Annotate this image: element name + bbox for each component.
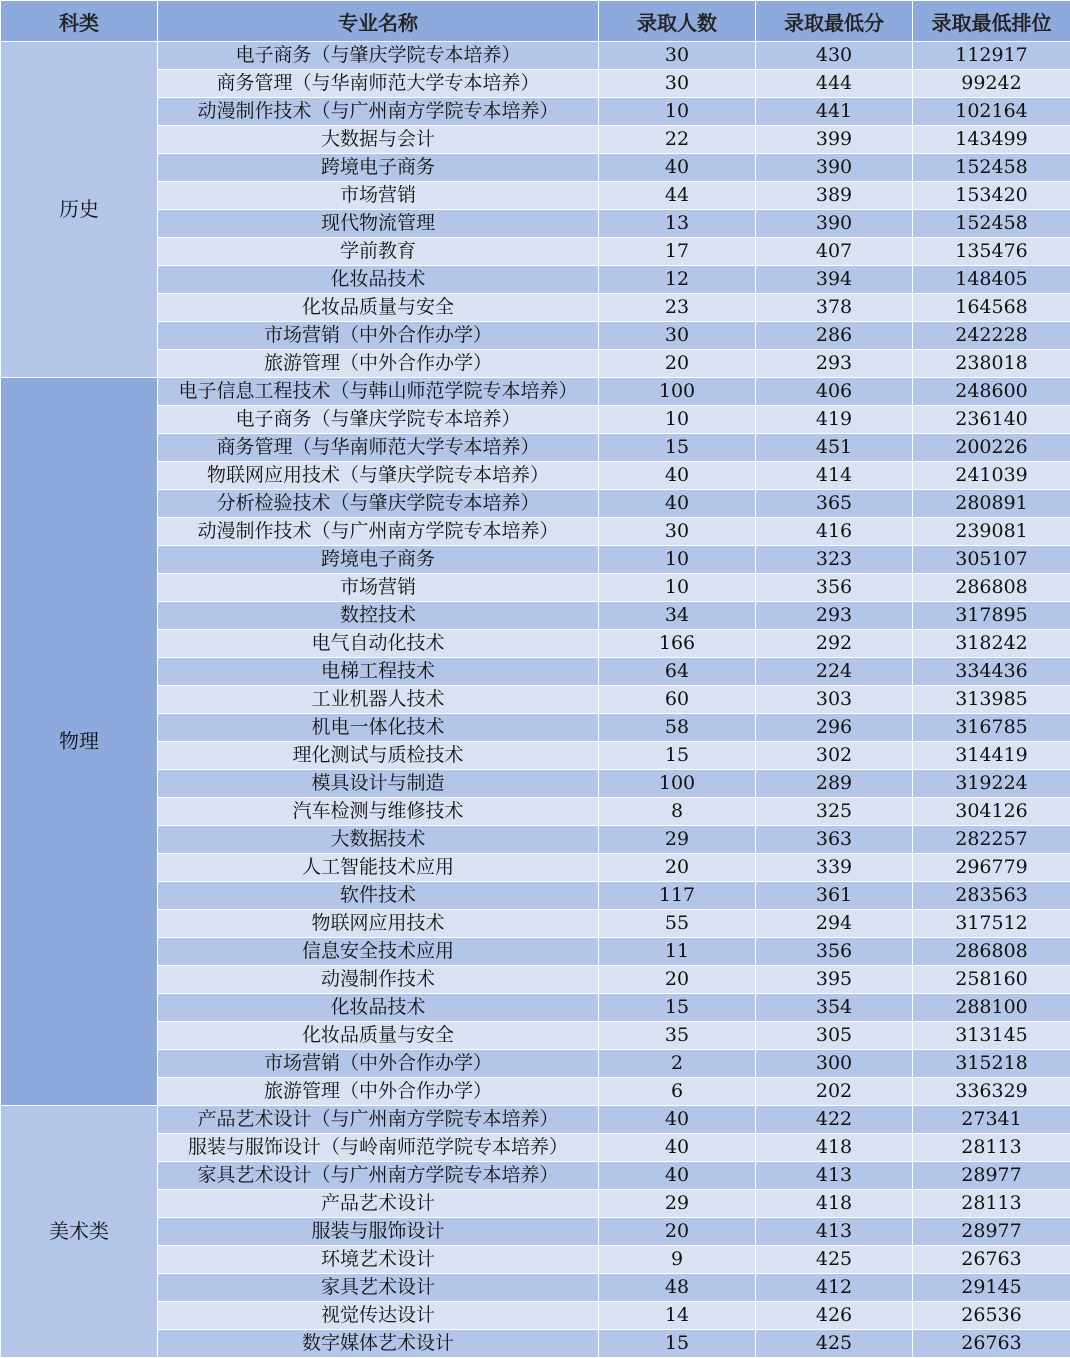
header-major: 专业名称 <box>158 1 599 42</box>
table-row <box>1 182 1070 210</box>
major-name-cell: 旅游管理（中外合作办学） <box>158 1078 599 1106</box>
min-score-cell: 356 <box>756 938 913 966</box>
min-score-cell: 378 <box>756 294 913 322</box>
table-row <box>1 1330 1070 1358</box>
min-score-cell: 419 <box>756 406 913 434</box>
min-score-cell: 361 <box>756 882 913 910</box>
min-score-cell: 430 <box>756 42 913 70</box>
major-name-cell: 化妆品技术 <box>158 994 599 1022</box>
category-cell: 美术类 <box>1 1106 158 1358</box>
min-score-cell: 289 <box>756 770 913 798</box>
min-score-cell: 406 <box>756 378 913 406</box>
admitted-count-cell: 30 <box>599 518 756 546</box>
major-name-cell: 服装与服饰设计（与岭南师范学院专本培养） <box>158 1134 599 1162</box>
table-row <box>1 1106 1070 1134</box>
min-score-cell: 441 <box>756 98 913 126</box>
min-rank-cell: 135476 <box>913 238 1070 266</box>
major-name-cell: 机电一体化技术 <box>158 714 599 742</box>
min-rank-cell: 200226 <box>913 434 1070 462</box>
min-score-cell: 303 <box>756 686 913 714</box>
table-row <box>1 434 1070 462</box>
major-name-cell: 大数据技术 <box>158 826 599 854</box>
min-rank-cell: 28977 <box>913 1218 1070 1246</box>
admitted-count-cell: 6 <box>599 1078 756 1106</box>
min-rank-cell: 315218 <box>913 1050 1070 1078</box>
major-name-cell: 模具设计与制造 <box>158 770 599 798</box>
min-rank-cell: 283563 <box>913 882 1070 910</box>
min-score-cell: 302 <box>756 742 913 770</box>
admitted-count-cell: 55 <box>599 910 756 938</box>
header-category: 科类 <box>1 1 158 42</box>
min-score-cell: 293 <box>756 602 913 630</box>
min-score-cell: 414 <box>756 462 913 490</box>
table-row <box>1 238 1070 266</box>
admitted-count-cell: 8 <box>599 798 756 826</box>
admitted-count-cell: 117 <box>599 882 756 910</box>
table-row <box>1 1218 1070 1246</box>
major-name-cell: 视觉传达设计 <box>158 1302 599 1330</box>
table-row <box>1 938 1070 966</box>
major-name-cell: 汽车检测与维修技术 <box>158 798 599 826</box>
major-name-cell: 现代物流管理 <box>158 210 599 238</box>
min-rank-cell: 239081 <box>913 518 1070 546</box>
admitted-count-cell: 2 <box>599 1050 756 1078</box>
table-row <box>1 126 1070 154</box>
admitted-count-cell: 48 <box>599 1274 756 1302</box>
table-row <box>1 882 1070 910</box>
admitted-count-cell: 10 <box>599 98 756 126</box>
major-name-cell: 动漫制作技术 <box>158 966 599 994</box>
admitted-count-cell: 166 <box>599 630 756 658</box>
min-score-cell: 323 <box>756 546 913 574</box>
admitted-count-cell: 23 <box>599 294 756 322</box>
admitted-count-cell: 40 <box>599 1134 756 1162</box>
min-rank-cell: 143499 <box>913 126 1070 154</box>
admitted-count-cell: 29 <box>599 1190 756 1218</box>
min-rank-cell: 153420 <box>913 182 1070 210</box>
major-name-cell: 商务管理（与华南师范大学专本培养） <box>158 70 599 98</box>
min-score-cell: 390 <box>756 210 913 238</box>
table-row <box>1 994 1070 1022</box>
min-score-cell: 416 <box>756 518 913 546</box>
min-rank-cell: 99242 <box>913 70 1070 98</box>
major-name-cell: 电梯工程技术 <box>158 658 599 686</box>
major-name-cell: 产品艺术设计 <box>158 1190 599 1218</box>
admitted-count-cell: 20 <box>599 350 756 378</box>
major-name-cell: 学前教育 <box>158 238 599 266</box>
major-name-cell: 旅游管理（中外合作办学） <box>158 350 599 378</box>
admitted-count-cell: 15 <box>599 434 756 462</box>
table-row <box>1 910 1070 938</box>
major-name-cell: 电子信息工程技术（与韩山师范学院专本培养） <box>158 378 599 406</box>
header-min-rank: 录取最低排位 <box>913 1 1070 42</box>
min-score-cell: 365 <box>756 490 913 518</box>
major-name-cell: 信息安全技术应用 <box>158 938 599 966</box>
major-name-cell: 数控技术 <box>158 602 599 630</box>
major-name-cell: 市场营销（中外合作办学） <box>158 1050 599 1078</box>
major-name-cell: 化妆品质量与安全 <box>158 294 599 322</box>
table-row <box>1 1190 1070 1218</box>
min-rank-cell: 314419 <box>913 742 1070 770</box>
min-score-cell: 422 <box>756 1106 913 1134</box>
min-score-cell: 292 <box>756 630 913 658</box>
min-rank-cell: 288100 <box>913 994 1070 1022</box>
min-score-cell: 339 <box>756 854 913 882</box>
table-row <box>1 602 1070 630</box>
min-score-cell: 202 <box>756 1078 913 1106</box>
min-score-cell: 305 <box>756 1022 913 1050</box>
table-row <box>1 770 1070 798</box>
table-row <box>1 1022 1070 1050</box>
major-name-cell: 化妆品质量与安全 <box>158 1022 599 1050</box>
min-score-cell: 293 <box>756 350 913 378</box>
major-name-cell: 市场营销 <box>158 182 599 210</box>
major-name-cell: 服装与服饰设计 <box>158 1218 599 1246</box>
admitted-count-cell: 22 <box>599 126 756 154</box>
table-row <box>1 210 1070 238</box>
table-row <box>1 630 1070 658</box>
min-score-cell: 300 <box>756 1050 913 1078</box>
min-rank-cell: 29145 <box>913 1274 1070 1302</box>
table-row <box>1 490 1070 518</box>
table-row <box>1 98 1070 126</box>
min-score-cell: 451 <box>756 434 913 462</box>
min-rank-cell: 316785 <box>913 714 1070 742</box>
min-score-cell: 444 <box>756 70 913 98</box>
min-rank-cell: 296779 <box>913 854 1070 882</box>
table-row <box>1 742 1070 770</box>
min-rank-cell: 286808 <box>913 938 1070 966</box>
admitted-count-cell: 40 <box>599 1106 756 1134</box>
min-score-cell: 356 <box>756 574 913 602</box>
min-rank-cell: 28113 <box>913 1190 1070 1218</box>
min-rank-cell: 164568 <box>913 294 1070 322</box>
min-rank-cell: 152458 <box>913 154 1070 182</box>
major-name-cell: 理化测试与质检技术 <box>158 742 599 770</box>
min-rank-cell: 248600 <box>913 378 1070 406</box>
admitted-count-cell: 14 <box>599 1302 756 1330</box>
min-rank-cell: 334436 <box>913 658 1070 686</box>
table-row <box>1 1050 1070 1078</box>
min-score-cell: 426 <box>756 1302 913 1330</box>
table-row <box>1 1134 1070 1162</box>
admitted-count-cell: 40 <box>599 490 756 518</box>
admitted-count-cell: 11 <box>599 938 756 966</box>
min-rank-cell: 313145 <box>913 1022 1070 1050</box>
admitted-count-cell: 10 <box>599 546 756 574</box>
table-row <box>1 798 1070 826</box>
table-row <box>1 1162 1070 1190</box>
min-rank-cell: 236140 <box>913 406 1070 434</box>
category-cell: 物理 <box>1 378 158 1106</box>
min-score-cell: 325 <box>756 798 913 826</box>
min-score-cell: 224 <box>756 658 913 686</box>
min-rank-cell: 26536 <box>913 1302 1070 1330</box>
min-rank-cell: 319224 <box>913 770 1070 798</box>
min-rank-cell: 242228 <box>913 322 1070 350</box>
min-rank-cell: 258160 <box>913 966 1070 994</box>
table-row <box>1 1302 1070 1330</box>
major-name-cell: 家具艺术设计（与广州南方学院专本培养） <box>158 1162 599 1190</box>
min-rank-cell: 26763 <box>913 1330 1070 1358</box>
table-row <box>1 546 1070 574</box>
table-row <box>1 266 1070 294</box>
admitted-count-cell: 30 <box>599 70 756 98</box>
table-body <box>1 42 1070 1358</box>
admitted-count-cell: 15 <box>599 742 756 770</box>
table-row <box>1 350 1070 378</box>
major-name-cell: 市场营销（中外合作办学） <box>158 322 599 350</box>
admitted-count-cell: 10 <box>599 406 756 434</box>
table-row <box>1 1274 1070 1302</box>
major-name-cell: 商务管理（与华南师范大学专本培养） <box>158 434 599 462</box>
min-rank-cell: 282257 <box>913 826 1070 854</box>
major-name-cell: 化妆品技术 <box>158 266 599 294</box>
major-name-cell: 工业机器人技术 <box>158 686 599 714</box>
admitted-count-cell: 64 <box>599 658 756 686</box>
major-name-cell: 环境艺术设计 <box>158 1246 599 1274</box>
min-rank-cell: 317512 <box>913 910 1070 938</box>
table-row <box>1 378 1070 406</box>
min-rank-cell: 317895 <box>913 602 1070 630</box>
min-rank-cell: 112917 <box>913 42 1070 70</box>
min-rank-cell: 336329 <box>913 1078 1070 1106</box>
major-name-cell: 分析检验技术（与肇庆学院专本培养） <box>158 490 599 518</box>
table-row <box>1 42 1070 70</box>
major-name-cell: 电子商务（与肇庆学院专本培养） <box>158 42 599 70</box>
admitted-count-cell: 20 <box>599 854 756 882</box>
min-score-cell: 413 <box>756 1162 913 1190</box>
admitted-count-cell: 15 <box>599 1330 756 1358</box>
min-score-cell: 425 <box>756 1246 913 1274</box>
min-score-cell: 418 <box>756 1134 913 1162</box>
min-score-cell: 395 <box>756 966 913 994</box>
major-name-cell: 跨境电子商务 <box>158 154 599 182</box>
table-row <box>1 854 1070 882</box>
major-name-cell: 动漫制作技术（与广州南方学院专本培养） <box>158 518 599 546</box>
table-row <box>1 322 1070 350</box>
table-row <box>1 406 1070 434</box>
major-name-cell: 电气自动化技术 <box>158 630 599 658</box>
major-name-cell: 动漫制作技术（与广州南方学院专本培养） <box>158 98 599 126</box>
min-rank-cell: 28113 <box>913 1134 1070 1162</box>
admitted-count-cell: 10 <box>599 574 756 602</box>
min-score-cell: 418 <box>756 1190 913 1218</box>
header-admitted-count: 录取人数 <box>599 1 756 42</box>
admitted-count-cell: 15 <box>599 994 756 1022</box>
min-score-cell: 394 <box>756 266 913 294</box>
admitted-count-cell: 100 <box>599 378 756 406</box>
min-score-cell: 399 <box>756 126 913 154</box>
min-rank-cell: 27341 <box>913 1106 1070 1134</box>
major-name-cell: 人工智能技术应用 <box>158 854 599 882</box>
min-score-cell: 390 <box>756 154 913 182</box>
min-score-cell: 286 <box>756 322 913 350</box>
min-score-cell: 412 <box>756 1274 913 1302</box>
major-name-cell: 家具艺术设计 <box>158 1274 599 1302</box>
table-row <box>1 294 1070 322</box>
major-name-cell: 市场营销 <box>158 574 599 602</box>
table-row <box>1 714 1070 742</box>
table-row <box>1 154 1070 182</box>
table-row <box>1 518 1070 546</box>
admitted-count-cell: 40 <box>599 154 756 182</box>
major-name-cell: 物联网应用技术 <box>158 910 599 938</box>
admitted-count-cell: 60 <box>599 686 756 714</box>
major-name-cell: 软件技术 <box>158 882 599 910</box>
admitted-count-cell: 40 <box>599 1162 756 1190</box>
min-rank-cell: 286808 <box>913 574 1070 602</box>
table-row <box>1 462 1070 490</box>
min-score-cell: 294 <box>756 910 913 938</box>
min-rank-cell: 28977 <box>913 1162 1070 1190</box>
admitted-count-cell: 20 <box>599 966 756 994</box>
admitted-count-cell: 29 <box>599 826 756 854</box>
admitted-count-cell: 17 <box>599 238 756 266</box>
admitted-count-cell: 35 <box>599 1022 756 1050</box>
admitted-count-cell: 12 <box>599 266 756 294</box>
major-name-cell: 数字媒体艺术设计 <box>158 1330 599 1358</box>
major-name-cell: 物联网应用技术（与肇庆学院专本培养） <box>158 462 599 490</box>
admitted-count-cell: 40 <box>599 462 756 490</box>
admitted-count-cell: 30 <box>599 42 756 70</box>
table-row <box>1 1246 1070 1274</box>
major-name-cell: 大数据与会计 <box>158 126 599 154</box>
min-score-cell: 413 <box>756 1218 913 1246</box>
admitted-count-cell: 34 <box>599 602 756 630</box>
min-rank-cell: 26763 <box>913 1246 1070 1274</box>
category-cell: 历史 <box>1 42 158 378</box>
major-name-cell: 跨境电子商务 <box>158 546 599 574</box>
table-row <box>1 574 1070 602</box>
min-score-cell: 354 <box>756 994 913 1022</box>
header-row <box>1 1 1070 42</box>
min-rank-cell: 241039 <box>913 462 1070 490</box>
admitted-count-cell: 100 <box>599 770 756 798</box>
min-score-cell: 407 <box>756 238 913 266</box>
min-rank-cell: 148405 <box>913 266 1070 294</box>
table-row <box>1 686 1070 714</box>
min-rank-cell: 304126 <box>913 798 1070 826</box>
table-row <box>1 70 1070 98</box>
min-score-cell: 389 <box>756 182 913 210</box>
min-rank-cell: 102164 <box>913 98 1070 126</box>
min-rank-cell: 313985 <box>913 686 1070 714</box>
min-score-cell: 425 <box>756 1330 913 1358</box>
header-min-score: 录取最低分 <box>756 1 913 42</box>
min-rank-cell: 238018 <box>913 350 1070 378</box>
min-rank-cell: 152458 <box>913 210 1070 238</box>
admitted-count-cell: 20 <box>599 1218 756 1246</box>
min-rank-cell: 318242 <box>913 630 1070 658</box>
admitted-count-cell: 58 <box>599 714 756 742</box>
admitted-count-cell: 9 <box>599 1246 756 1274</box>
admitted-count-cell: 44 <box>599 182 756 210</box>
major-name-cell: 产品艺术设计（与广州南方学院专本培养） <box>158 1106 599 1134</box>
table-row <box>1 658 1070 686</box>
admitted-count-cell: 13 <box>599 210 756 238</box>
min-rank-cell: 305107 <box>913 546 1070 574</box>
min-score-cell: 296 <box>756 714 913 742</box>
admitted-count-cell: 30 <box>599 322 756 350</box>
table-row <box>1 966 1070 994</box>
min-score-cell: 363 <box>756 826 913 854</box>
major-name-cell: 电子商务（与肇庆学院专本培养） <box>158 406 599 434</box>
table-row <box>1 826 1070 854</box>
min-rank-cell: 280891 <box>913 490 1070 518</box>
table-row <box>1 1078 1070 1106</box>
